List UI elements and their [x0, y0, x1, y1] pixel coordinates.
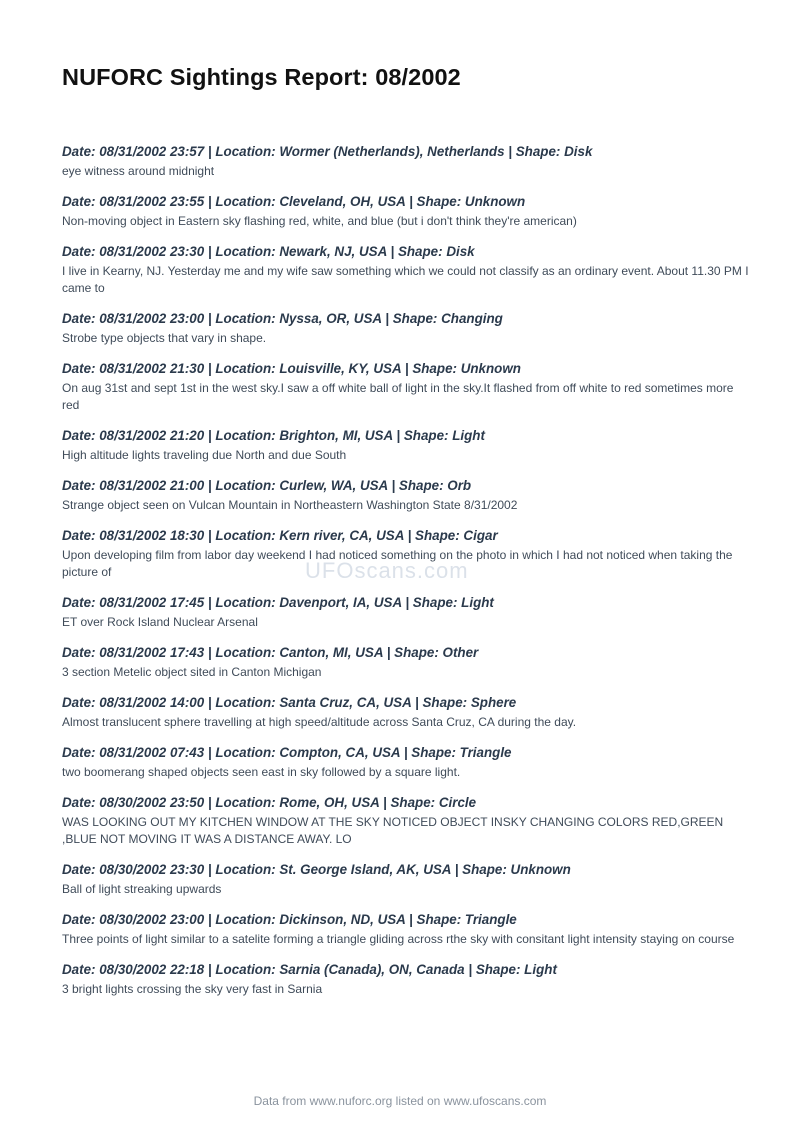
watermark: UFOscans.com — [305, 558, 469, 583]
sighting-heading: Date: 08/30/2002 23:50 | Location: Rome, OH, USA | Shape: Circle — [62, 795, 477, 810]
sighting-entry — [62, 527, 752, 581]
sighting-entry — [62, 143, 752, 180]
sighting-description: Strobe type objects that vary in shape. — [62, 331, 267, 345]
sighting-entry — [62, 427, 752, 464]
sighting-heading: Date: 08/31/2002 21:00 | Location: Curlew, WA, USA | Shape: Orb — [62, 478, 472, 493]
sighting-entry — [62, 193, 752, 230]
sighting-heading: Date: 08/31/2002 23:55 | Location: Cleveland, OH, USA | Shape: Unknown — [62, 194, 526, 209]
sighting-heading: Date: 08/31/2002 23:30 | Location: Newark, NJ, USA | Shape: Disk — [62, 244, 475, 259]
sighting-description: 3 bright lights crossing the sky very fast in Sarnia — [62, 982, 323, 996]
sighting-description: Strange object seen on Vulcan Mountain in Northeastern Washington State 8/31/2002 — [62, 498, 518, 512]
sighting-heading: Date: 08/31/2002 17:45 | Location: Davenport, IA, USA | Shape: Light — [62, 595, 494, 610]
sighting-description: Ball of light streaking upwards — [62, 882, 222, 896]
sighting-heading: Date: 08/31/2002 07:43 | Location: Compton, CA, USA | Shape: Triangle — [62, 745, 512, 760]
sighting-heading: Date: 08/30/2002 23:00 | Location: Dickinson, ND, USA | Shape: Triangle — [62, 912, 517, 927]
sighting-description: I live in Kearny, NJ. Yesterday me and my wife saw something which we could not classify as an ordinary event. About 11.30 PM I came to — [62, 264, 749, 295]
sighting-description: Three points of light similar to a satelite forming a triangle gliding across rthe sky with consitant light intensity staying on course — [62, 932, 735, 946]
sighting-description: 3 section Metelic object sited in Canton Michigan — [62, 665, 322, 679]
sighting-description: Non-moving object in Eastern sky flashing red, white, and blue (but i don't think they're american) — [62, 214, 577, 228]
sighting-description: Upon developing film from labor day weekend I had noticed something on the photo in which I had not noticed when taking the picture of — [62, 548, 733, 579]
sighting-entry — [62, 243, 752, 297]
sighting-heading: Date: 08/31/2002 18:30 | Location: Kern river, CA, USA | Shape: Cigar — [62, 528, 498, 543]
sighting-entry — [62, 310, 752, 347]
sighting-heading: Date: 08/31/2002 14:00 | Location: Santa Cruz, CA, USA | Shape: Sphere — [62, 695, 517, 710]
sighting-description: High altitude lights traveling due North and due South — [62, 448, 347, 462]
sighting-entry — [62, 861, 752, 898]
sighting-description: Almost translucent sphere travelling at high speed/altitude across Santa Cruz, CA during the day. — [62, 715, 577, 729]
sighting-description: two boomerang shaped objects seen east in sky followed by a square light. — [62, 765, 461, 779]
page-title: NUFORC Sightings Report: 08/2002 — [62, 64, 461, 90]
sightings-list — [62, 143, 752, 1011]
sighting-description: On aug 31st and sept 1st in the west sky.I saw a off white ball of light in the sky.It flashed from off white to red sometimes more red — [62, 381, 734, 412]
sighting-heading: Date: 08/31/2002 21:20 | Location: Brighton, MI, USA | Shape: Light — [62, 428, 485, 443]
sighting-entry — [62, 644, 752, 681]
sighting-heading: Date: 08/30/2002 23:30 | Location: St. George Island, AK, USA | Shape: Unknown — [62, 862, 571, 877]
sighting-entry — [62, 477, 752, 514]
sighting-heading: Date: 08/31/2002 21:30 | Location: Louisville, KY, USA | Shape: Unknown — [62, 361, 521, 376]
sighting-entry — [62, 794, 752, 848]
sighting-description: eye witness around midnight — [62, 164, 215, 178]
page-footer: Data from www.nuforc.org listed on www.ufoscans.com — [253, 1094, 547, 1108]
sighting-heading: Date: 08/30/2002 22:18 | Location: Sarnia (Canada), ON, Canada | Shape: Light — [62, 962, 557, 977]
sighting-entry — [62, 594, 752, 631]
sighting-entry — [62, 911, 752, 948]
sighting-entry — [62, 744, 752, 781]
sighting-description: WAS LOOKING OUT MY KITCHEN WINDOW AT THE SKY NOTICED OBJECT INSKY CHANGING COLORS RED,GREEN ,BLUE NOT MOVING IT WAS A DISTANCE AWAY. LO — [62, 815, 724, 846]
sighting-heading: Date: 08/31/2002 17:43 | Location: Canton, MI, USA | Shape: Other — [62, 645, 479, 660]
sighting-description: ET over Rock Island Nuclear Arsenal — [62, 615, 258, 629]
sighting-entry — [62, 694, 752, 731]
sighting-heading: Date: 08/31/2002 23:00 | Location: Nyssa, OR, USA | Shape: Changing — [62, 311, 503, 326]
sighting-entry — [62, 360, 752, 414]
sighting-entry — [62, 961, 752, 998]
sighting-heading: Date: 08/31/2002 23:57 | Location: Wormer (Netherlands), Netherlands | Shape: Disk — [62, 144, 593, 159]
